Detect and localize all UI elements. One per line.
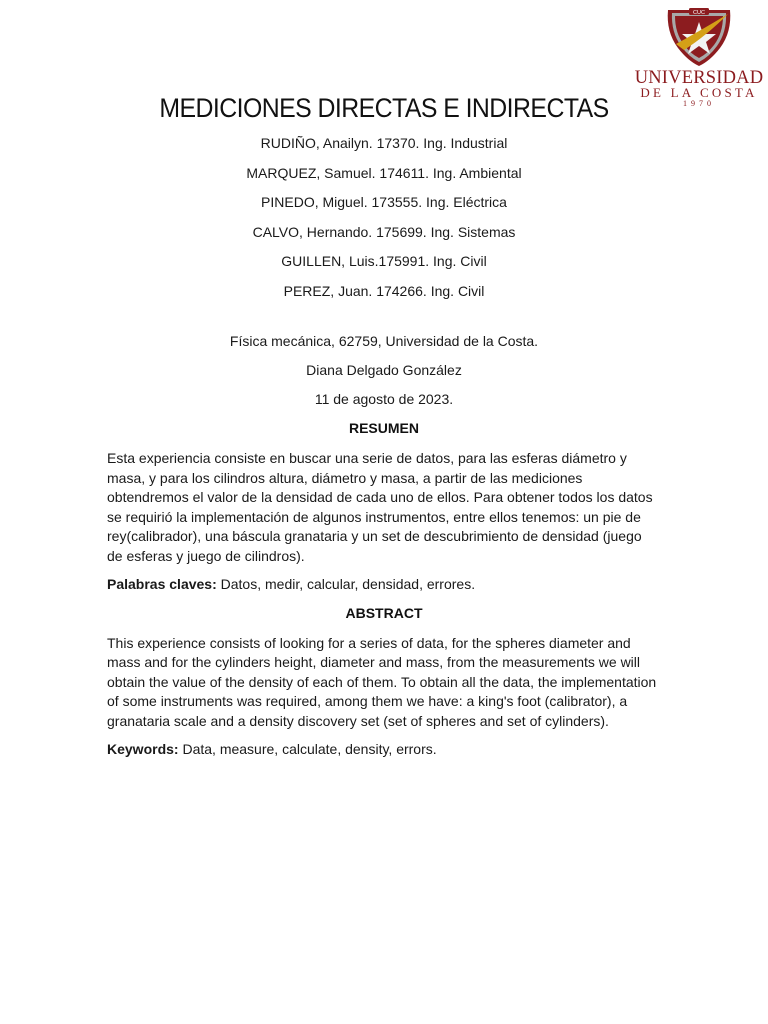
logo-title: UNIVERSIDAD: [634, 68, 764, 88]
date-line: 11 de agosto de 2023.: [314, 390, 454, 407]
abstract-heading: ABSTRACT: [345, 604, 423, 621]
author-line: CALVO, Hernando. 175699. Ing. Sistemas: [252, 223, 516, 240]
author-line: PINEDO, Miguel. 173555. Ing. Eléctrica: [261, 194, 507, 211]
logo-subtitle: DE LA COSTA: [640, 85, 758, 100]
resumen-heading: RESUMEN: [348, 419, 419, 436]
course-info: [107, 333, 661, 407]
course-line: Física mecánica, 62759, Universidad de la Costa.: [229, 332, 539, 349]
logo-year: 1970: [683, 99, 715, 108]
resumen-body: Esta experiencia consiste en buscar una serie de datos, para las esferas diámetro y masa, y para los cilindros altura, diámetro y masa, a partir de las mediciones obtendremos el valor de la densidad de cada uno de ellos. Para obtener todos los datos se requirió la implementación de algunos instrumentos, entre ellos tenemos: un pie de rey(calibrador), una báscula granataria y un set de descubrimiento de densidad (juego de esferas y juego de cilindros).: [107, 449, 653, 564]
logo-emblem-icon: [632, 4, 766, 68]
author-line: PEREZ, Juan. 174266. Ing. Civil: [283, 282, 485, 299]
keywords: [107, 741, 661, 757]
abstract-body: This experience consists of looking for a series of data, for the spheres diameter and mass and for the cylinders height, diameter and mass, from the measurements we will obtain the value of the density of each of them. To obtain all the data, the implementation of some instruments was required, among them we have: a king's foot (calibrator), a granataria scale and a density discovery set (set of spheres and set of cylinders).: [107, 634, 657, 729]
keywords-label: Keywords:: [107, 740, 179, 757]
palabras-claves-label: Palabras claves:: [107, 575, 217, 592]
document-title: MEDICIONES DIRECTAS E INDIRECTAS: [159, 93, 609, 123]
author-line: MARQUEZ, Samuel. 174611. Ing. Ambiental: [246, 164, 522, 181]
palabras-claves: [107, 576, 661, 592]
author-line: GUILLEN, Luis.175991. Ing. Civil: [281, 253, 487, 270]
author-line: RUDIÑO, Anailyn. 17370. Ing. Industrial: [260, 135, 508, 151]
keywords-text: Data, measure, calculate, density, errors.: [178, 740, 437, 757]
document-page: [107, 90, 661, 770]
professor-line: Diana Delgado González: [306, 361, 462, 378]
palabras-claves-text: Datos, medir, calcular, densidad, errores.: [216, 575, 476, 592]
author-list: [107, 135, 661, 299]
logo-badge-text: CUC: [693, 10, 705, 16]
